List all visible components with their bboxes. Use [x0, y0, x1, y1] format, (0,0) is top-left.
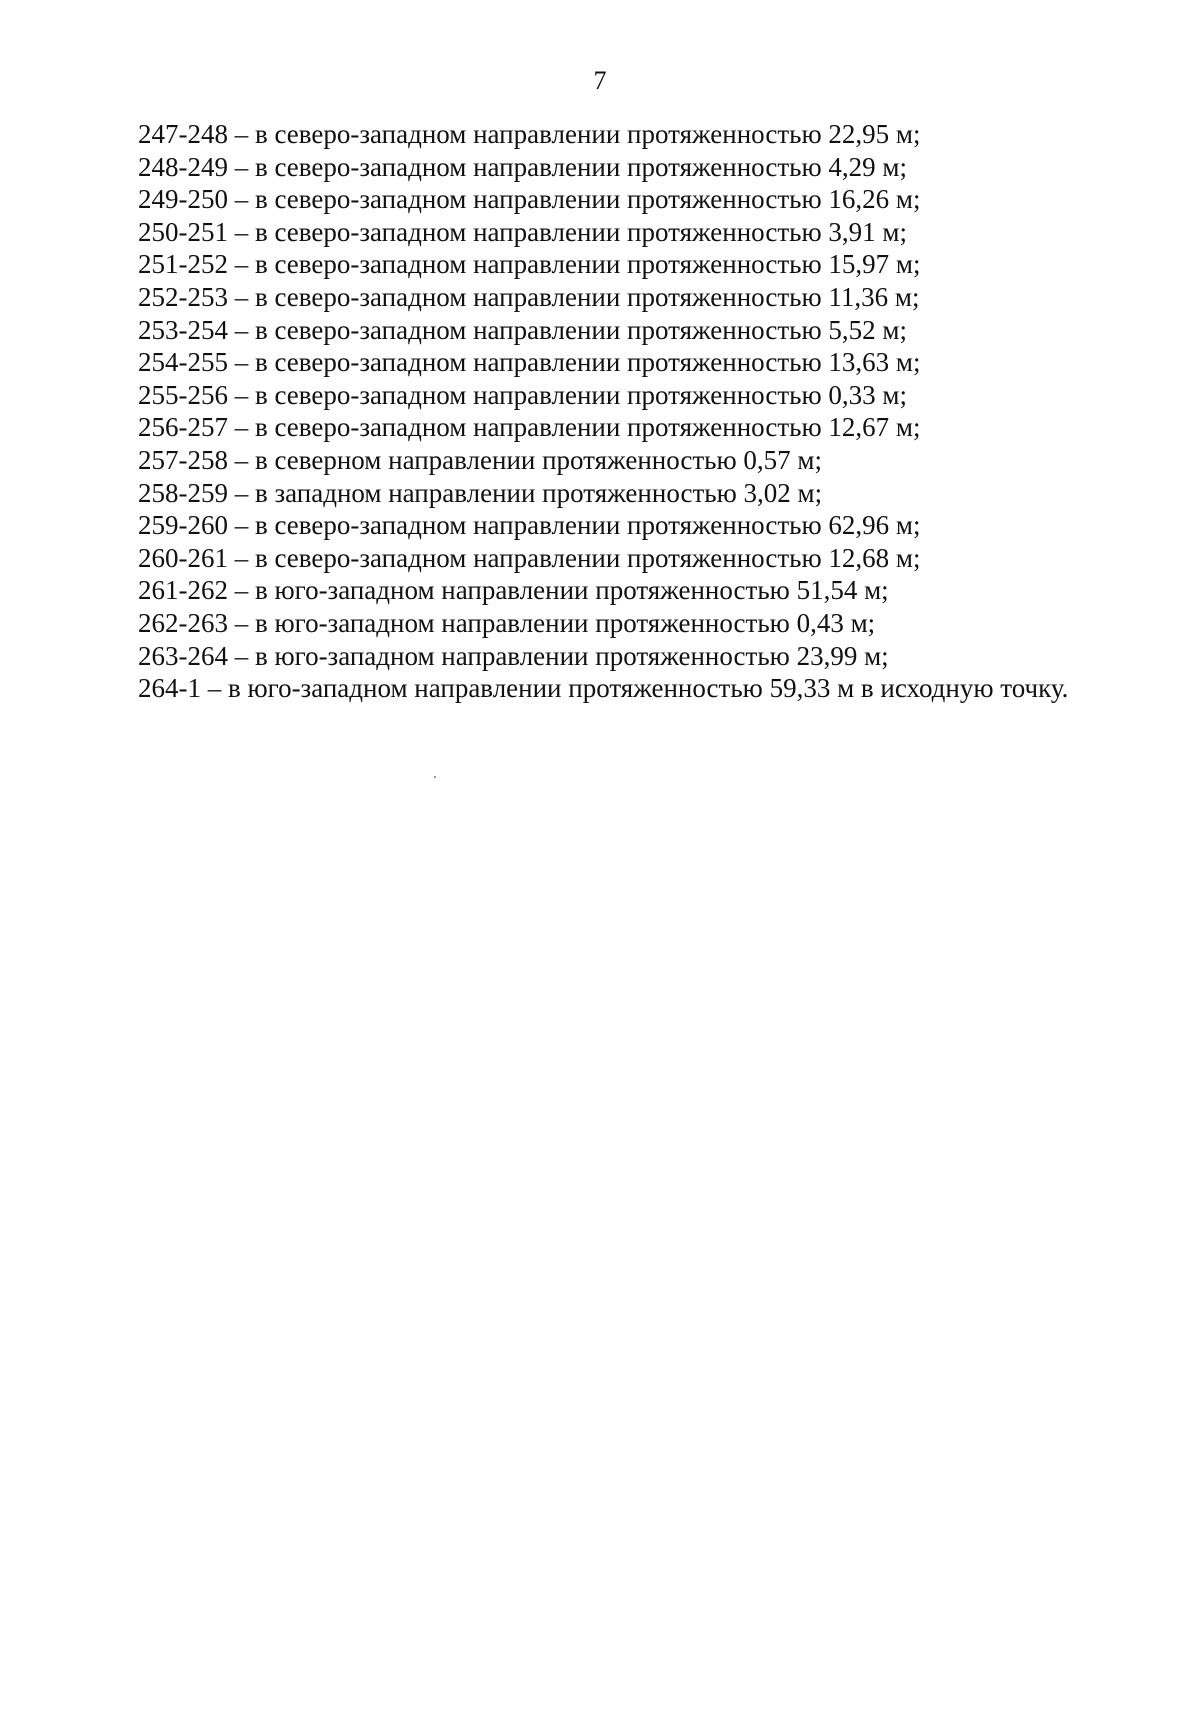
page-number: 7 — [593, 66, 607, 95]
boundary-segment-line: 258-259 – в западном направлении протяженностью 3,02 м; — [138, 477, 823, 508]
boundary-segment-line: 259-260 – в северо-западном направлении протяженностью 62,96 м; — [138, 510, 921, 541]
boundary-segment-line: 262-263 – в юго-западном направлении протяженностью 0,43 м; — [138, 607, 876, 638]
scan-speck — [434, 776, 436, 778]
boundary-segment-line: 255-256 – в северо-западном направлении протяженностью 0,33 м; — [138, 379, 907, 410]
boundary-segment-line: 252-253 – в северо-западном направлении протяженностью 11,36 м; — [138, 281, 920, 312]
boundary-segment-line: 263-264 – в юго-западном направлении протяженностью 23,99 м; — [138, 640, 889, 671]
boundary-segment-line: 257-258 – в северном направлении протяженностью 0,57 м; — [138, 444, 823, 475]
boundary-segment-list — [138, 118, 1178, 705]
boundary-segment-line: 250-251 – в северо-западном направлении протяженностью 3,91 м; — [138, 216, 907, 247]
boundary-segment-line: 261-262 – в юго-западном направлении протяженностью 51,54 м; — [138, 575, 889, 606]
boundary-segment-line: 254-255 – в северо-западном направлении протяженностью 13,63 м; — [138, 347, 921, 378]
boundary-segment-line: 251-252 – в северо-западном направлении протяженностью 15,97 м; — [138, 249, 921, 280]
boundary-segment-line: 253-254 – в северо-западном направлении протяженностью 5,52 м; — [138, 314, 907, 345]
boundary-segment-line-final: 264-1 – в юго-западном направлении протяженностью 59,33 м в исходную точку. — [138, 673, 1069, 704]
boundary-segment-line: 247-248 – в северо-западном направлении протяженностью 22,95 м; — [138, 119, 921, 149]
boundary-segment-line: 249-250 – в северо-западном направлении протяженностью 16,26 м; — [138, 184, 921, 215]
boundary-segment-line: 256-257 – в северо-западном направлении протяженностью 12,67 м; — [138, 412, 921, 443]
boundary-segment-line: 260-261 – в северо-западном направлении протяженностью 12,68 м; — [138, 542, 921, 573]
boundary-segment-line: 248-249 – в северо-западном направлении протяженностью 4,29 м; — [138, 151, 907, 182]
